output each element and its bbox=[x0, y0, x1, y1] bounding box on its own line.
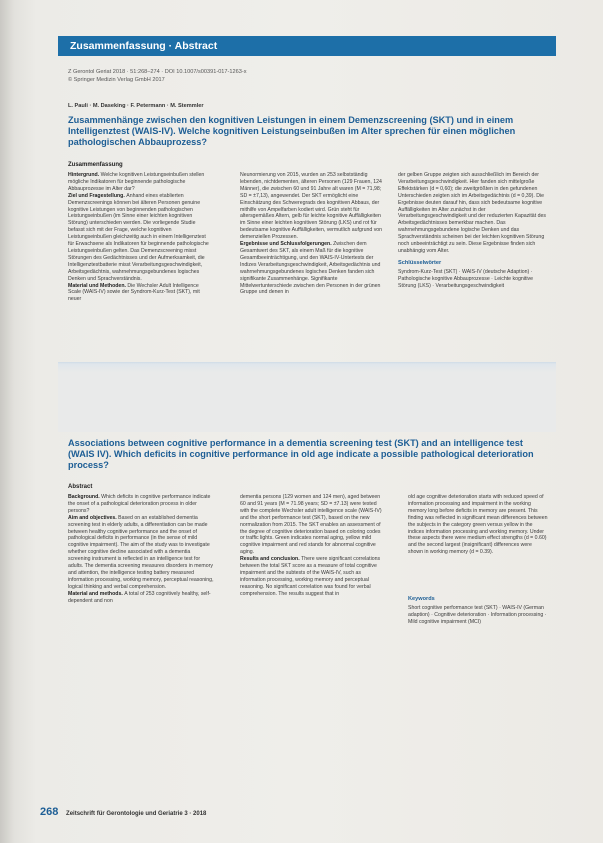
section-banner: Zusammenfassung · Abstract bbox=[58, 36, 556, 56]
english-section-heading: Abstract bbox=[68, 484, 93, 490]
journal-name: Zeitschrift für Gerontologie und Geriatrie 3 · 2018 bbox=[66, 811, 207, 817]
citation-line: Z Gerontol Geriat 2018 · 51:268–274 · DOI 10.1007/s00391-017-1263-x bbox=[68, 69, 247, 75]
english-abstract-column-2 bbox=[240, 494, 386, 688]
abstract-paragraph bbox=[68, 591, 214, 605]
page-number: 268 bbox=[40, 806, 59, 818]
german-title: Zusammenhänge zwischen den kognitiven Leistungen in einem Demenzscreening (SKT) und in einem Intelligenztest (WAIS-IV). Welche kognitiven Leistungseinbußen im Alter sprechen für einen möglichen pathologischen Abbauprozess? bbox=[68, 115, 516, 147]
abstract-paragraph bbox=[240, 241, 384, 296]
german-keywords-heading: Schlüsselwörter bbox=[398, 260, 442, 266]
german-keywords: Syndrom-Kurz-Test (SKT) · WAIS-IV (deutsche Adaption) · Pathologische kognitive Abbauprozesse · Leichte kognitive Störung (LKS) · Verarbeitungsgeschwindigkeit bbox=[398, 269, 533, 289]
page-footer bbox=[40, 806, 206, 818]
abstract-paragraph bbox=[68, 494, 214, 515]
german-abstract-column-2 bbox=[240, 172, 384, 354]
abstract-paragraph bbox=[240, 556, 386, 597]
english-keywords-heading: Keywords bbox=[408, 596, 435, 602]
paragraph-text: der gelben Gruppe zeigten sich ausschließlich im Bereich der Verarbeitungsgeschwindigkeit. Hier fanden sich mittelgroße Effektstärken (d = 0,60); die zweitgrößten in den gefundenen Unterschieden zeigten sich im Arbeitsgedächtnis (d = 0,39). Die Ergebnisse deuten darauf hin, dass sich bedeutsame kognitive Auffälligkeiten im Alter zunächst in der Verarbeitungsgeschwindigkeit und der reduzierten Kapazität des Arbeitsgedächtnisses bemerkbar machen. Das wahrnehmungsgebundene logische Denken und das Sprachverständnis scheinen bei der leichten kognitiven Störung noch unbeeinträchtigt zu sein. Diese Ergebnisse finden sich unabhängig vom Alter. bbox=[398, 172, 546, 254]
german-section-heading: Zusammenfassung bbox=[68, 162, 123, 168]
paragraph-text: Neunormierung von 2015, wurden an 253 selbstständig lebenden, nichtdementen, älteren Personen (129 Frauen, 124 Männer), die zwischen 60 und 91 Jahre alt waren (M = 71,98; SD = ±7,13), angewendet. Der SKT ermöglicht eine Einschätzung des Schweregrads des kognitiven Abbaus, der mithilfe von Ampelfarben kodiert wird. Grün steht für altersgemäßes Altern, gelb für leichte kognitive Auffälligkeiten im Sinne einer leichten kognitiven Störung (LKS) und rot für bedeutsame kognitive Auffälligkeiten, vermutlich aufgrund von demenziellen Prozessen. bbox=[240, 172, 383, 241]
citation-meta bbox=[68, 68, 247, 84]
paragraph-heading: Aim and objectives. bbox=[68, 514, 119, 521]
abstract-paragraph bbox=[68, 172, 212, 193]
abstract-paragraph bbox=[68, 193, 212, 283]
paragraph-text: There were significant correlations between the total SKT score as a measure of total cognitive impairment and the subtests of the WAIS-IV, such as information processing, working memory and perceptual reasoning. No significant correlation was found for verbal comprehension. The results suggest that in bbox=[240, 556, 381, 597]
paragraph-text: Welche kognitiven Leistungseinbußen stellen mögliche Indikatoren für beginnende pathologische Abbauprozesse im Alter dar? bbox=[68, 172, 205, 192]
abstract-paragraph bbox=[240, 494, 386, 556]
paragraph-text: Based on an established dementia screening test in elderly adults, a differentiation can be made between healthy cognitive performance and the onset of pathological deficits in performance (in the sense of mild cognitive impairment). The aim of the study was to investigate whether cognitive decline associated with a dementia screening instrument is reflected in an intelligence test for adults. The dementia screening measures disorders in memory and attention, the intelligence testing battery measured information processing, working memory, perceptual reasoning, logical thinking and verbal comprehension. bbox=[68, 514, 214, 590]
paragraph-heading: Material and methods. bbox=[68, 590, 125, 597]
abstract-paragraph bbox=[398, 172, 546, 255]
abstract-paragraph bbox=[240, 172, 384, 241]
german-abstract-column-1 bbox=[68, 172, 212, 354]
paragraph-text: Anhand eines etablierten Demenzscreenings können bei älteren Personen genuine kognitive Leistungen von beginnenden pathologischen Leistungseinbußen (im Sinne einer leichten kognitiven Störung) unterschieden werden. Die vorliegende Studie befasst sich mit der Frage, welche kognitiven Leistungseinbußen gleichzeitig auch in einem Intelligenztest für Erwachsene als Indikatoren für beginnende pathologische Leistungseinbußen gelten. Das Demenzscreening misst Störungen des Gedächtnisses und der Aufmerksamkeit, die Intelligenztestbatterie misst Verarbeitungsgeschwindigkeit, Arbeitsgedächtnis, wahrnehmungsgebundenes logisches Denken und Sprachverständnis. bbox=[68, 192, 209, 282]
paragraph-text: old age cognitive deterioration starts with reduced speed of information processing and impairment in the working memory long before deficits in memory are present. This finding was reflected in significant mean differences between the subjects in the category green versus yellow in the indices information processing and working memory. Under these aspects there were medium effect strengths (d = 0.60) and the second largest (insignificant) differences were shown in working memory (d = 0.39). bbox=[408, 494, 548, 556]
paragraph-heading: Background. bbox=[68, 494, 102, 500]
paragraph-heading: Ziel und Fragestellung. bbox=[68, 192, 127, 199]
paragraph-text: A total of 253 cognitively healthy, self-dependent and non bbox=[68, 590, 211, 604]
paragraph-heading: Results and conclusion. bbox=[240, 556, 302, 563]
author-list: L. Pauli · M. Daseking · F. Petermann · M. Stemmler bbox=[68, 103, 204, 109]
section-divider bbox=[58, 362, 556, 432]
paragraph-text: dementia persons (129 women and 124 men), aged between 60 and 91 years (M = 71.98 years; SD = ±7.13) were tested with the complete Wechsler adult intelligence scale (WAIS-IV) and the short performance test (SKT), based on the new normalization from 2015. The SKT enables an assessment of the degree of cognitive deterioration based on coloring codes or traffic lights. Green indicates normal aging, yellow mild cognitive impairment and red stands for abnormal cognitive aging. bbox=[240, 494, 382, 556]
german-abstract-column-3 bbox=[398, 172, 546, 254]
english-abstract-column-3 bbox=[408, 494, 548, 582]
paragraph-heading: Ergebnisse und Schlussfolgerungen. bbox=[240, 241, 334, 248]
copyright-line: © Springer Medizin Verlag GmbH 2017 bbox=[68, 77, 165, 83]
english-abstract-column-1 bbox=[68, 494, 214, 688]
paragraph-heading: Material und Methoden. bbox=[68, 282, 128, 289]
paragraph-text: Zwischen dem Gesamtwert des SKT, als einem Maß für die kognitive Gesamtbeeinträchtigung, und den WAIS-IV-Untertests der Indizes Verarbeitungsgeschwindigkeit, Arbeitsgedächtnis und wahrnehmungsgebundenes logisches Denken fanden sich signifikante Zusammenhänge. Signifikante Mittelwertunterschiede zwischen den Personen in der grünen Gruppe und denen in bbox=[240, 241, 381, 296]
paragraph-text: Die Wechsler Adult Intelligence Scale (WAIS-IV) sowie der Syndrom-Kurz-Test (SKT), mit neuer bbox=[68, 282, 200, 303]
page-spine-shadow bbox=[0, 0, 14, 843]
abstract-paragraph bbox=[68, 283, 212, 304]
english-title: Associations between cognitive performance in a dementia screening test (SKT) and an intelligence test (WAIS IV). Which deficits in cognitive performance in old age indicate a possible pathological deterioration process? bbox=[68, 438, 534, 470]
paragraph-text: Which deficits in cognitive performance indicate the onset of a pathological deterioration process in older persons? bbox=[68, 494, 211, 514]
abstract-paragraph bbox=[68, 515, 214, 591]
english-keywords: Short cognitive performance test (SKT) · WAIS-IV (German adaption) · Cognitive deterioration · Information processing · Mild cognitive impairment (MCI) bbox=[408, 605, 547, 625]
paragraph-heading: Hintergrund. bbox=[68, 172, 101, 178]
abstract-paragraph bbox=[408, 494, 548, 556]
